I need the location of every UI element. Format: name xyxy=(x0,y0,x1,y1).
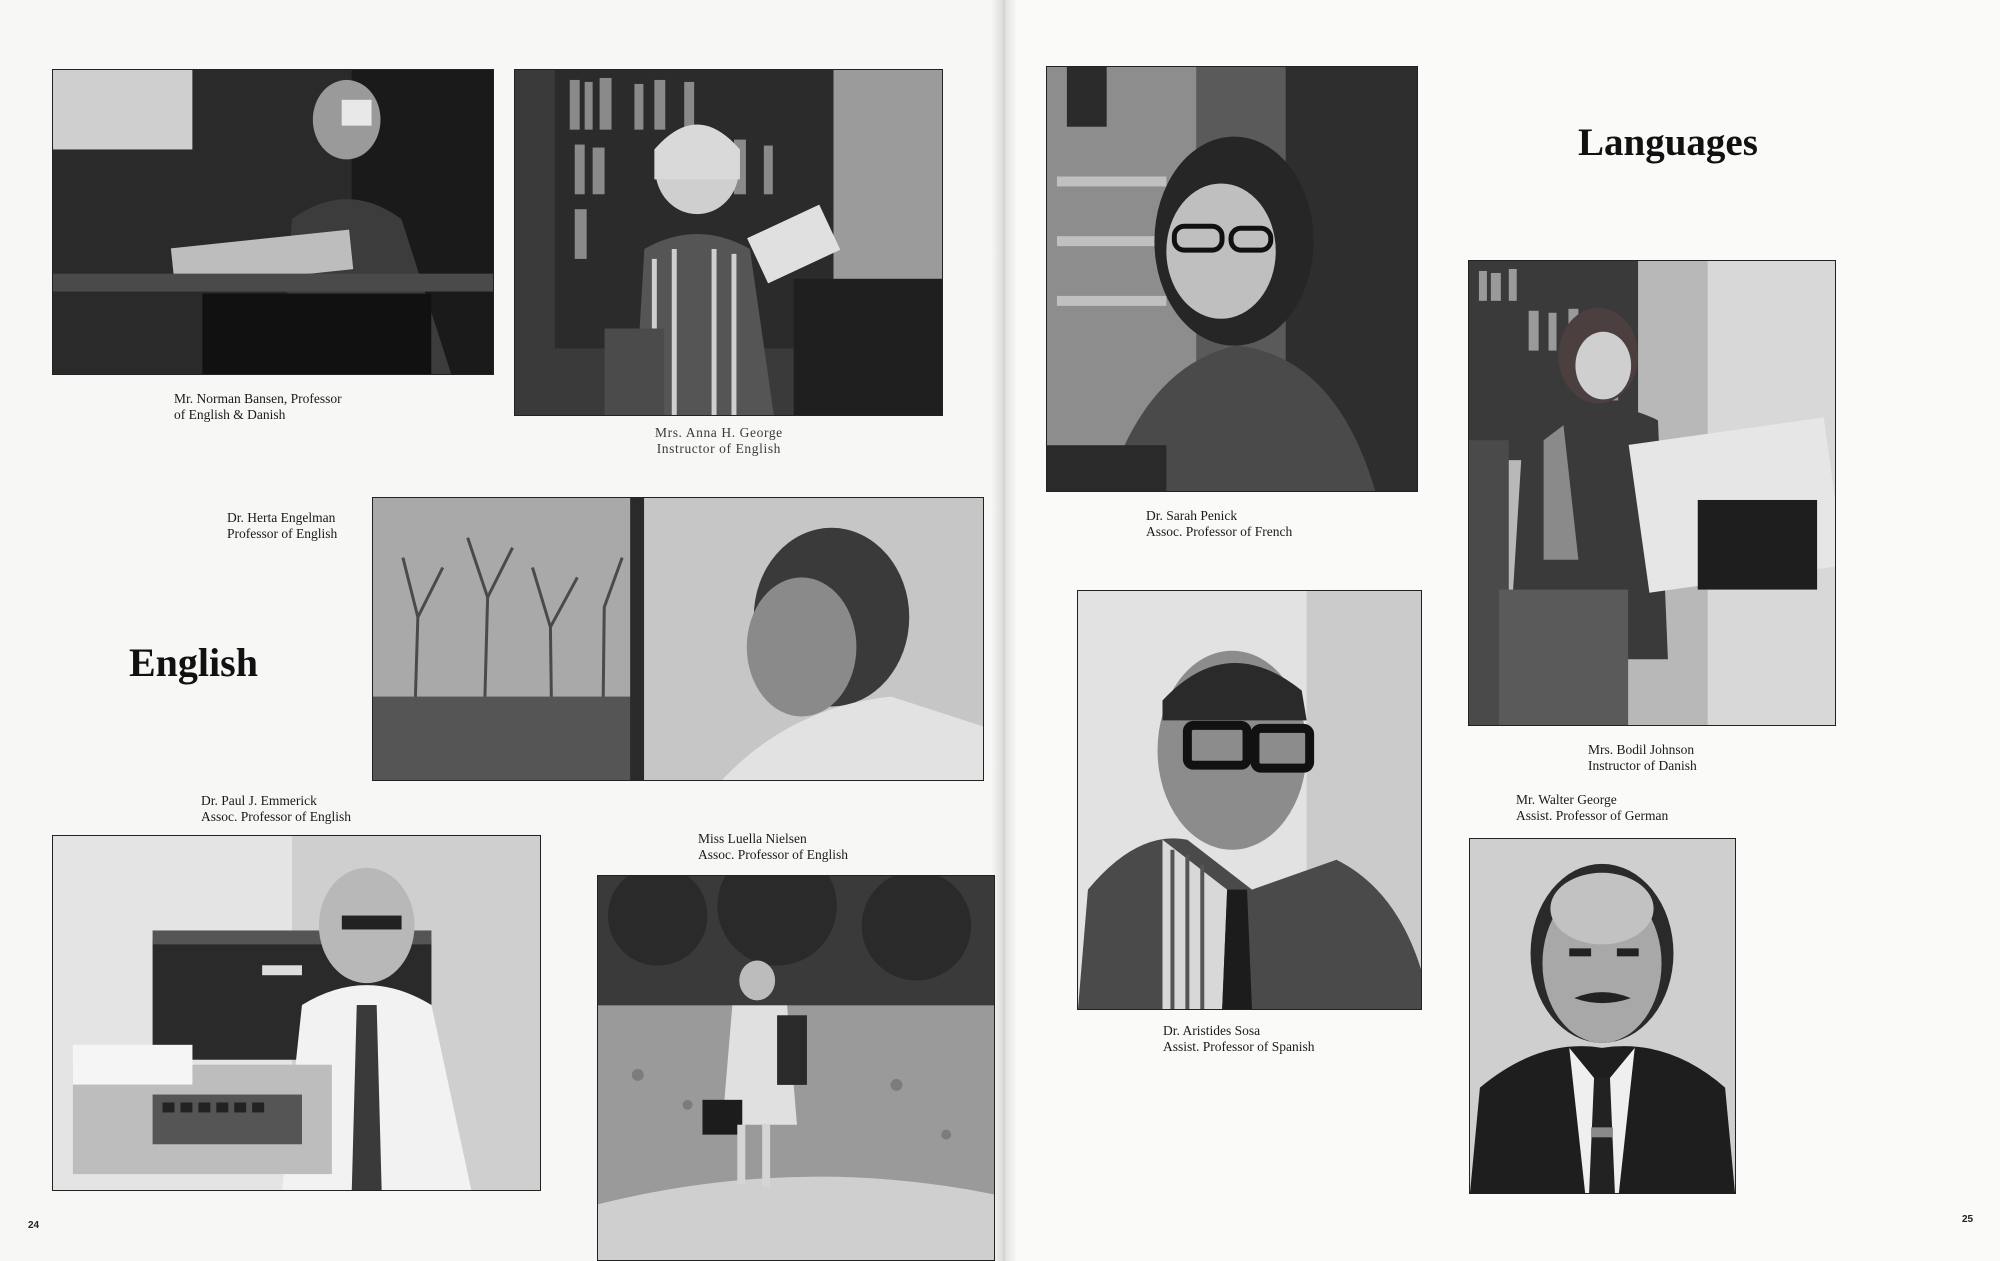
caption-bansen xyxy=(174,391,342,423)
photo-bansen xyxy=(52,69,494,375)
caption-george-anna xyxy=(655,425,783,457)
heading-english: English xyxy=(129,640,258,685)
caption-george-anna-title: Instructor of English xyxy=(656,441,782,456)
portrait-photo-icon xyxy=(1078,591,1421,1009)
caption-johnson-title: Instructor of Danish xyxy=(1588,758,1697,773)
heading-languages: Languages xyxy=(1578,121,1758,164)
caption-nielsen-title: Assoc. Professor of English xyxy=(698,847,848,862)
caption-penick-name: Dr. Sarah Penick xyxy=(1146,508,1238,523)
caption-bansen-name: Mr. Norman Bansen, Professor xyxy=(174,391,342,406)
portrait-photo-icon xyxy=(515,70,942,415)
caption-emmerick-title: Assoc. Professor of English xyxy=(201,809,351,824)
caption-sosa-name: Dr. Aristides Sosa xyxy=(1163,1023,1261,1038)
photo-emmerick xyxy=(52,835,541,1191)
caption-johnson xyxy=(1588,742,1697,774)
caption-penick-title: Assoc. Professor of French xyxy=(1146,524,1293,539)
caption-george-walter-name: Mr. Walter George xyxy=(1516,792,1617,807)
photo-nielsen xyxy=(597,875,995,1261)
caption-engelman-title: Professor of English xyxy=(227,526,338,541)
photo-penick xyxy=(1046,66,1418,492)
portrait-photo-icon xyxy=(53,836,540,1190)
photo-engelman xyxy=(372,497,984,781)
page-number-left: 24 xyxy=(28,1220,40,1231)
caption-emmerick-name: Dr. Paul J. Emmerick xyxy=(201,793,317,808)
caption-george-anna-name: Mrs. Anna H. George xyxy=(655,425,783,440)
photo-johnson xyxy=(1468,260,1836,726)
caption-johnson-name: Mrs. Bodil Johnson xyxy=(1588,742,1695,757)
photo-george-anna xyxy=(514,69,943,416)
portrait-photo-icon xyxy=(373,498,983,780)
portrait-photo-icon xyxy=(1469,261,1835,725)
photo-george-walter xyxy=(1469,838,1736,1194)
caption-sosa xyxy=(1163,1023,1315,1055)
caption-nielsen-name: Miss Luella Nielsen xyxy=(698,831,807,846)
portrait-photo-icon xyxy=(53,70,493,374)
caption-george-walter-title: Assist. Professor of German xyxy=(1516,808,1669,823)
portrait-photo-icon xyxy=(598,876,994,1260)
caption-bansen-title: of English & Danish xyxy=(174,407,286,422)
caption-emmerick xyxy=(201,793,351,825)
caption-engelman-name: Dr. Herta Engelman xyxy=(227,510,336,525)
photo-sosa xyxy=(1077,590,1422,1010)
caption-sosa-title: Assist. Professor of Spanish xyxy=(1163,1039,1315,1054)
caption-penick xyxy=(1146,508,1292,540)
caption-george-walter xyxy=(1516,792,1668,824)
caption-nielsen xyxy=(698,831,848,863)
page-number-right: 25 xyxy=(1962,1214,1974,1225)
portrait-photo-icon xyxy=(1047,67,1417,491)
portrait-photo-icon xyxy=(1470,839,1735,1193)
caption-engelman xyxy=(227,510,337,542)
